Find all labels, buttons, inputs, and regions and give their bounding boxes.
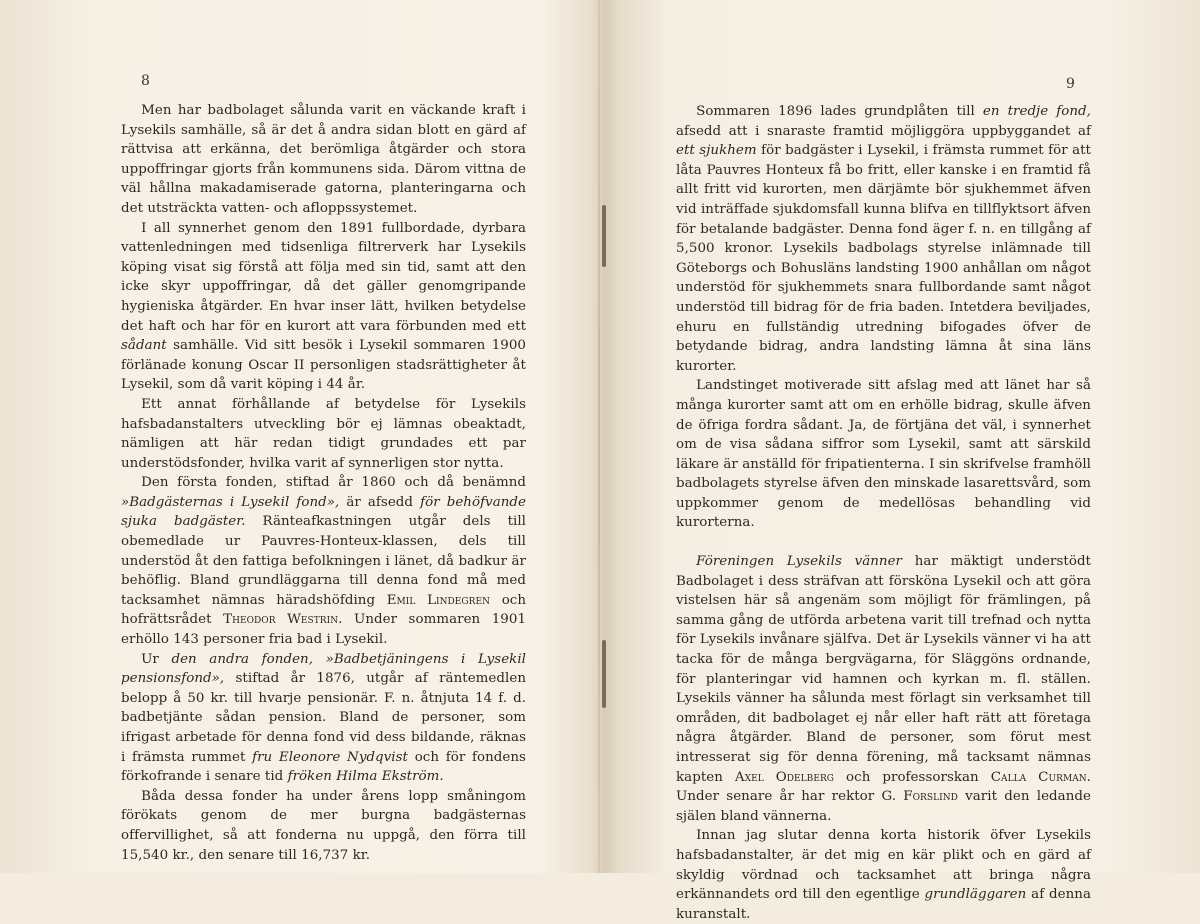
left-page-text bbox=[121, 101, 526, 865]
right-page-text bbox=[676, 102, 1091, 924]
paragraph: Föreningen Lysekils vänner har mäktigt understödt Badbolaget i dess sträfvan att försköna Lysekil och att göra vistelsen här så angenäm som möjligt för främlingen, på samma gång de utförda arbetena varit till trefnad och nytta för Lysekils invånare själfva. Det är Lysekils vänner vi ha att tacka för de många bergvägarna, för Släggöns ordnande, för planteringar vid hamnen och kyrkan m. fl. ställen. Lysekils vänner ha sålunda mest förlagt sin verksamhet till områden, dit badbolaget ej når eller haft rätt att företaga några åtgärder. Bland de personer, som förut mest intresserat sig för denna förening, må tacksamt nämnas kapten Axel Odelberg och professorskan Calla Curman. Under senare år har rektor G. Forslind varit den ledande själen bland vännerna. bbox=[676, 554, 1091, 824]
paragraph: Landstinget motiverade sitt afslag med att länet har så många kurorter samt att om en erhölle bidrag, skulle äfven de öfriga fordra sådant. Ja, de förtjäna det väl, i synnerhet om de visa sådana siffror som Lysekil, samt att särskild läkare är anställd för fripatienterna. I sin skrifvelse framhöll badbolagets styrelse äfven den minskade lasarettsvård, som uppkommer genom de medellösas behandling vid kurorterna. bbox=[676, 378, 1091, 531]
page-number-right: 9 bbox=[1066, 76, 1075, 92]
paragraph: Ur den andra fonden, »Badbetjäningens i Lysekil pensionsfond», stiftad år 1876, utgår af räntemedlen belopp å 50 kr. till hvarje pensionär. F. n. åtnjuta 14 f. d. badbetjänte sådan pension. Bland de personer, som ifrigast arbetade för denna fond vid dess bildande, räknas i främsta rummet fru Eleonore Nydqvist och för fondens förkofrande i senare tid fröken Hilma Ekström. bbox=[121, 651, 526, 785]
paragraph: Ett annat förhållande af betydelse för Lysekils hafsbadanstalters utveckling bör ej lämnas obeaktadt, nämligen att här redan tidigt grundades ett par understödsfonder, hvilka varit af synnerligen stor nytta. bbox=[121, 396, 526, 471]
paragraph: Men har badbolaget sålunda varit en väckande kraft i Lysekils samhälle, så är det å andra sidan blott en gärd af rättvisa att erkänna, det berömliga åtgärder och stora uppoffringar gjorts från kommunens sida. Därom vittna de väl hållna makadamiserade gatorna, planteringarna och det utsträckta vatten- och afloppssystemet. bbox=[121, 103, 526, 216]
binding-stitch-lower bbox=[602, 640, 606, 708]
page-number-left: 8 bbox=[141, 73, 150, 89]
paragraph: Båda dessa fonder ha under årens lopp småningom förökats genom de mer burgna badgästernas offervillighet, så att fonderna nu uppgå, den förra till 15,540 kr., den senare till 16,737 kr. bbox=[121, 788, 526, 863]
paragraph: Sommaren 1896 lades grundplåten till en tredje fond, afsedd att i snaraste framtid möjliggöra uppbyggandet af ett sjukhem för badgäster i Lysekil, i främsta rummet för att låta Pauvres Honteux få bo fritt, eller kanske i en framtid få allt fritt vid kurorten, men därjämte bör sjukhemmet äfven vid inträffade sjukdomsfall kunna blifva en tillflyktsort äfven för betalande badgäster. Denna fond äger f. n. en tillgång af 5,500 kronor. Lysekils badbolags styrelse inlämnade till Göteborgs och Bohusläns landsting 1900 anhållan om något understöd för sjukhemmets snara fullbordande samt något understöd till bidrag för de fria baden. Intetdera beviljades, ehuru en fullständig utredning bifogades öfver de betydande bidrag, andra landsting lämna åt sina läns kurorter. bbox=[676, 104, 1091, 374]
binding-stitch-upper bbox=[602, 205, 606, 267]
paragraph: Den första fonden, stiftad år 1860 och då benämnd »Badgästernas i Lysekil fond», är afsedd för behöfvande sjuka badgäster. Ränteafkastningen utgår dels till obemedlade ur Pauvres-Honteux-klassen, dels till understöd åt den fattiga befolkningen i länet, då badkur är behöflig. Bland grundläggarna till denna fond må med tacksamhet nämnas häradshöfding Emil Lindegren och hofrättsrådet Theodor Westrin. Under sommaren 1901 erhöllo 143 personer fria bad i Lysekil. bbox=[121, 475, 527, 648]
book-gutter bbox=[598, 0, 600, 873]
paragraph: I all synnerhet genom den 1891 fullbordade, dyrbara vattenledningen med tidsenliga filtrerverk har Lysekils köping visat sig förstå att följa med sin tid, samt att den icke skyr uppoffringar, då det gäller genomgripande hygieniska åtgärder. En hvar inser lätt, hvilken betydelse det haft och har för en kurort att vara förbunden med ett sådant samhälle. Vid sitt besök i Lysekil sommaren 1900 förlänade konung Oscar II personligen stadsrättigheter åt Lysekil, som då varit köping i 44 år. bbox=[121, 220, 526, 393]
paragraph: Innan jag slutar denna korta historik öfver Lysekils hafsbadanstalter, är det mig en kär plikt och en gärd af skyldig vördnad och tacksamhet att bringa några erkännandets ord till den egentlige grundläggaren af denna kuranstalt. bbox=[676, 828, 1092, 922]
